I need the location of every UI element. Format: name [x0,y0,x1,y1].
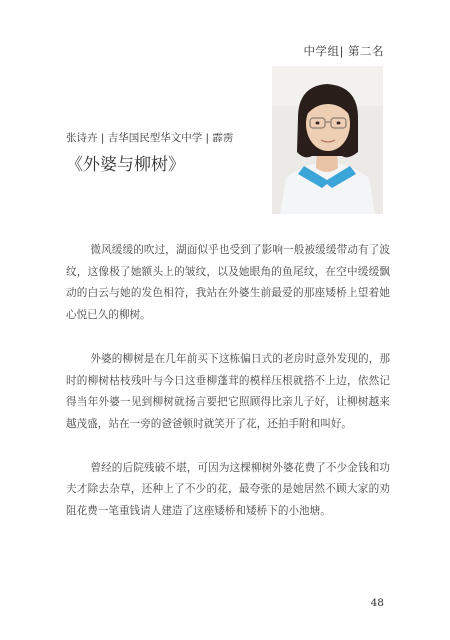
portrait-image [272,66,383,214]
article-title: 《外婆与柳树》 [66,155,185,175]
paragraph: 微风缓缓的吹过，湖面似乎也受到了影响一般被缓缓带动有了波纹，这像极了她额头上的皱纹，以及她眼角的鱼尾纹，在空中缓缓飘动的白云与她的发色相符，我站在外婆生前最爱的那座矮桥上望着她心悦已久的柳树。 [66,244,390,322]
article-body [66,240,390,545]
author-line: 张诗卉 | 吉华国民型华文中学 | 霹雳 [66,132,234,144]
paragraph: 曾经的后院残破不堪，可因为这棵柳树外婆花费了不少金钱和功夫才除去杂草，还种上了不少的花，最夸张的是她居然不顾大家的劝阻花费一笔重钱请人建造了这座矮桥和矮桥下的小池塘。 [66,461,390,518]
category-label: 中学组| 第二名 [303,44,384,58]
author-photo [272,66,383,214]
paragraph: 外婆的柳树是在几年前买下这栋偏日式的老房时意外发现的，那时的柳树枯枝残叶与今日这垂柳蓬茸的模样压根就搭不上边，依然记得当年外婆一见到柳树就扬言要把它照顾得比亲儿子好，让柳树越来越茂盛，站在一旁的爸爸顿时就笑开了花，还拍手附和叫好。 [66,352,390,430]
page-number: 48 [370,597,384,609]
